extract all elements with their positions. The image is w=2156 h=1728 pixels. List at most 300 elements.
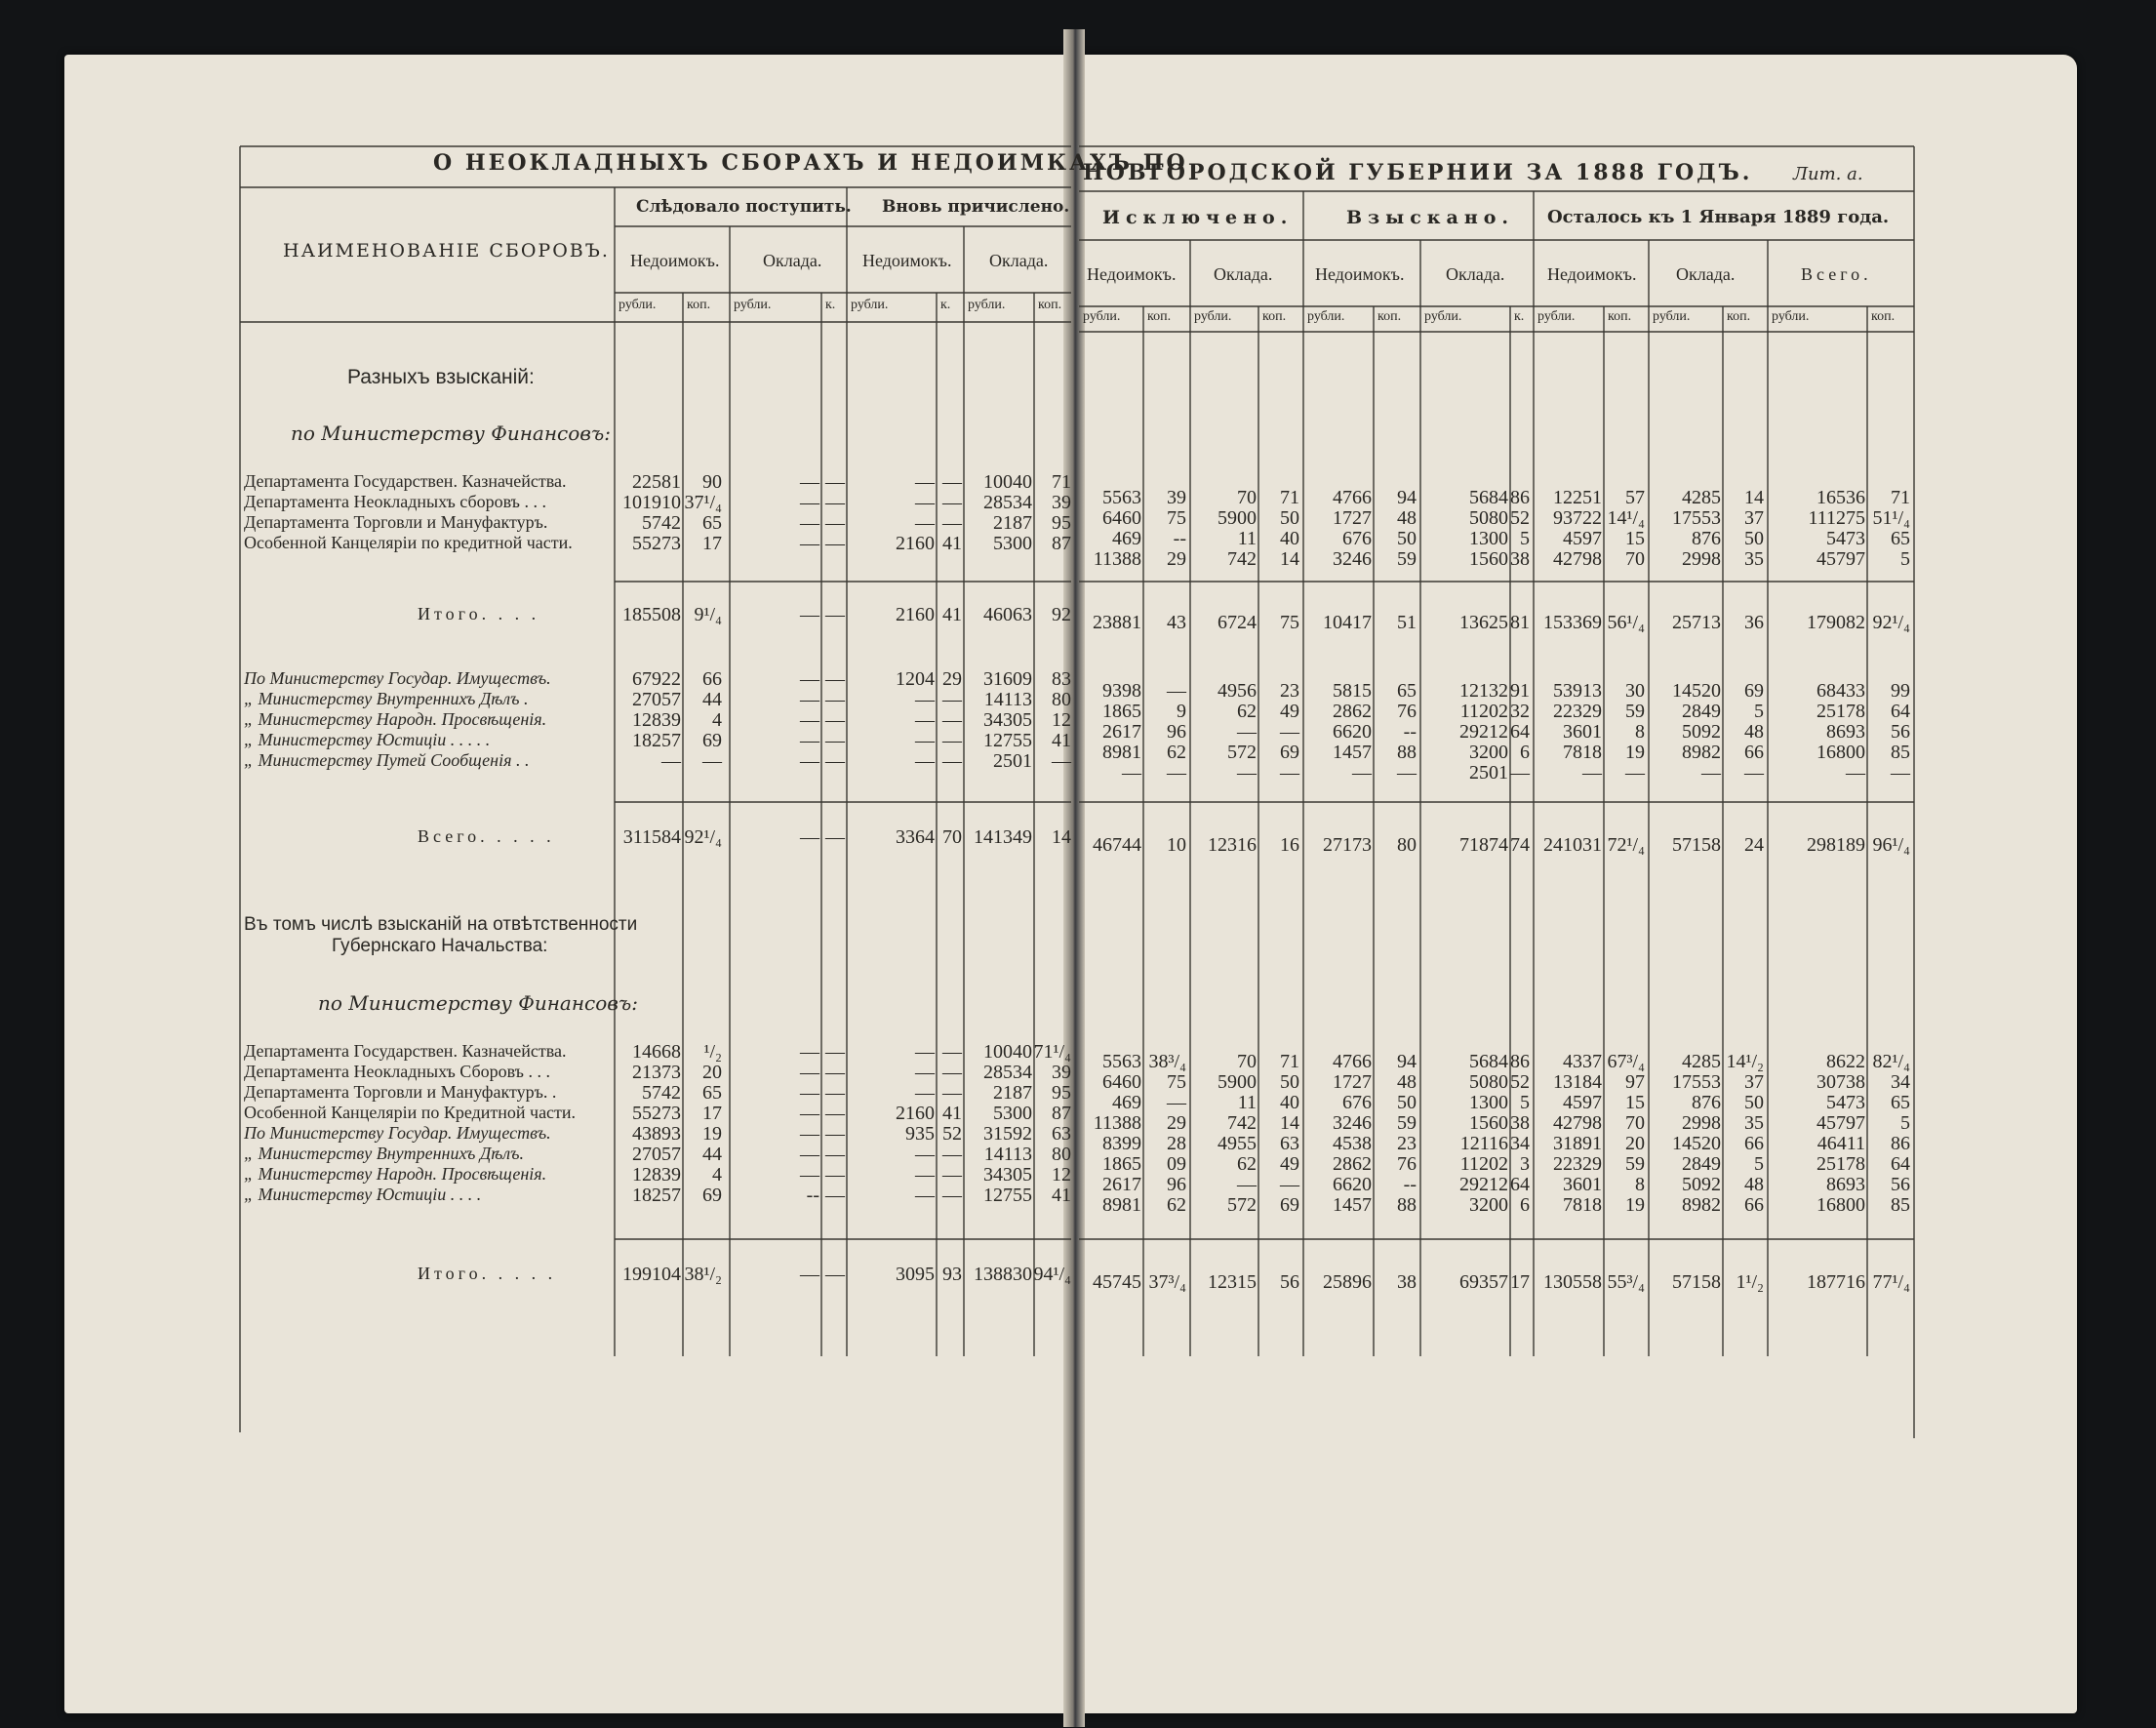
table-cell: — bbox=[942, 512, 962, 534]
table-cell: — bbox=[1744, 762, 1764, 784]
table-cell: — bbox=[1237, 1174, 1257, 1195]
table-cell: 44 bbox=[702, 1144, 722, 1165]
table-cell: 35 bbox=[1744, 1112, 1764, 1134]
table-cell: 18257 bbox=[632, 1185, 681, 1206]
table-cell: — bbox=[825, 730, 845, 751]
total-cell: 77¹/₄ bbox=[1872, 1271, 1910, 1293]
table-cell: 86 bbox=[1510, 487, 1530, 508]
table-cell: 29212 bbox=[1459, 721, 1508, 743]
table-cell: 76 bbox=[1397, 701, 1417, 722]
table-cell: 34305 bbox=[983, 709, 1032, 731]
table-cell: 572 bbox=[1227, 1194, 1257, 1216]
table-cell: — bbox=[825, 512, 845, 534]
table-cell: 71¹/₄ bbox=[1033, 1041, 1071, 1063]
table-cell: — bbox=[825, 689, 845, 710]
table-cell: 75 bbox=[1167, 507, 1186, 529]
total-cell: 179082 bbox=[1807, 612, 1865, 633]
table-cell: 28534 bbox=[983, 492, 1032, 513]
table-cell: 4956 bbox=[1218, 680, 1257, 702]
table-cell: 70 bbox=[1625, 548, 1645, 570]
table-cell: 5900 bbox=[1218, 1071, 1257, 1093]
table-cell: 6 bbox=[1520, 742, 1530, 763]
table-cell: 63 bbox=[1052, 1123, 1071, 1145]
table-cell: 94 bbox=[1397, 487, 1417, 508]
table-cell: 21373 bbox=[632, 1062, 681, 1083]
table-cell: 42798 bbox=[1553, 548, 1602, 570]
table-cell: — bbox=[825, 492, 845, 513]
total-cell: 24 bbox=[1744, 834, 1764, 856]
row-label: Особенной Канцелярiи по Кредитной части. bbox=[244, 1103, 577, 1122]
table-cell: 1865 bbox=[1102, 701, 1141, 722]
table-cell: — bbox=[825, 1041, 845, 1063]
table-cell: 5742 bbox=[642, 1082, 681, 1104]
table-cell: 50 bbox=[1744, 528, 1764, 549]
table-cell: 53913 bbox=[1553, 680, 1602, 702]
table-cell: — bbox=[702, 750, 722, 772]
unit-header-rub: рубли. bbox=[968, 298, 1006, 312]
table-cell: 64 bbox=[1510, 1174, 1530, 1195]
table-cell: 48 bbox=[1744, 1174, 1764, 1195]
table-cell: 8982 bbox=[1682, 1194, 1721, 1216]
table-cell: 7818 bbox=[1563, 1194, 1602, 1216]
table-cell: 69 bbox=[702, 730, 722, 751]
table-cell: — bbox=[915, 492, 935, 513]
table-cell: 38³/₄ bbox=[1148, 1051, 1186, 1072]
unit-header-rub: рубли. bbox=[734, 298, 772, 312]
unit-header-rub: рубли. bbox=[1424, 309, 1462, 324]
table-cell: 2501 bbox=[1469, 762, 1508, 784]
table-cell: 48 bbox=[1397, 1071, 1417, 1093]
table-cell: 28534 bbox=[983, 1062, 1032, 1083]
table-cell: 62 bbox=[1167, 742, 1186, 763]
table-cell: — bbox=[1510, 762, 1530, 784]
table-cell: — bbox=[1167, 680, 1186, 702]
table-cell: 80 bbox=[1052, 689, 1071, 710]
table-cell: 55273 bbox=[632, 1103, 681, 1124]
total-cell: 10 bbox=[1167, 834, 1186, 856]
table-cell: 71 bbox=[1280, 1051, 1299, 1072]
table-cell: 15 bbox=[1625, 528, 1645, 549]
table-cell: 3246 bbox=[1333, 1112, 1372, 1134]
table-cell: 85 bbox=[1891, 742, 1910, 763]
table-cell: 31592 bbox=[983, 1123, 1032, 1145]
unit-header-rub: рубли. bbox=[1307, 309, 1345, 324]
table-cell: — bbox=[800, 1062, 819, 1083]
table-cell: 52 bbox=[1510, 1071, 1530, 1093]
table-cell: 31609 bbox=[983, 668, 1032, 690]
title-right: НОВГОРОДСКОЙ ГУБЕРНИИ ЗА 1888 ГОДЪ. bbox=[1083, 160, 1753, 185]
total-cell: 27173 bbox=[1323, 834, 1372, 856]
unit-header-kop: коп. bbox=[1727, 309, 1751, 324]
total-cell: 138830 bbox=[974, 1264, 1032, 1285]
table-cell: 10040 bbox=[983, 471, 1032, 493]
table-cell: 5080 bbox=[1469, 507, 1508, 529]
unit-header-rub: рубли. bbox=[1653, 309, 1691, 324]
table-cell: — bbox=[825, 1164, 845, 1185]
table-cell: — bbox=[942, 730, 962, 751]
table-cell: — bbox=[825, 668, 845, 690]
table-cell: 2160 bbox=[896, 1103, 935, 1124]
total-cell: 10417 bbox=[1323, 612, 1372, 633]
table-cell: 14668 bbox=[632, 1041, 681, 1063]
unit-header-rub: рубли. bbox=[1537, 309, 1576, 324]
table-cell: 1865 bbox=[1102, 1153, 1141, 1175]
table-cell: 45797 bbox=[1817, 1112, 1865, 1134]
table-cell: 12839 bbox=[632, 709, 681, 731]
table-cell: — bbox=[1352, 762, 1372, 784]
table-cell: — bbox=[825, 533, 845, 554]
table-cell: 11202 bbox=[1459, 701, 1508, 722]
table-cell: — bbox=[825, 1062, 845, 1083]
total-cell: 187716 bbox=[1807, 1271, 1865, 1293]
table-cell: 56 bbox=[1891, 1174, 1910, 1195]
total-cell: 141349 bbox=[974, 826, 1032, 848]
table-cell: 20 bbox=[702, 1062, 722, 1083]
unit-header-kop: коп. bbox=[1377, 309, 1402, 324]
table-cell: 5 bbox=[1754, 1153, 1764, 1175]
table-cell: 70 bbox=[1237, 487, 1257, 508]
table-cell: — bbox=[1280, 762, 1299, 784]
table-cell: 90 bbox=[702, 471, 722, 493]
table-cell: 12755 bbox=[983, 1185, 1032, 1206]
total-cell: 3095 bbox=[896, 1264, 935, 1285]
table-cell: 85 bbox=[1891, 1194, 1910, 1216]
table-cell: 51¹/₄ bbox=[1872, 507, 1910, 529]
table-cell: 12839 bbox=[632, 1164, 681, 1185]
total-cell: 75 bbox=[1280, 612, 1299, 633]
table-cell: 4285 bbox=[1682, 1051, 1721, 1072]
table-cell: 59 bbox=[1625, 1153, 1645, 1175]
table-cell: 1204 bbox=[896, 668, 935, 690]
table-cell: 95 bbox=[1052, 1082, 1071, 1104]
table-cell: 50 bbox=[1397, 528, 1417, 549]
table-cell: 2617 bbox=[1102, 1174, 1141, 1195]
table-cell: — bbox=[942, 689, 962, 710]
table-cell: — bbox=[825, 471, 845, 493]
sub-header: Оклада. bbox=[763, 251, 822, 270]
unit-header-kop: коп. bbox=[1608, 309, 1632, 324]
table-cell: 62 bbox=[1167, 1194, 1186, 1216]
table-cell: — bbox=[800, 1082, 819, 1104]
table-cell: 87 bbox=[1052, 533, 1071, 554]
table-cell: 86 bbox=[1510, 1051, 1530, 1072]
table-cell: — bbox=[1167, 1092, 1186, 1113]
sub-header: Недоимокъ. bbox=[630, 251, 720, 270]
title-left: О НЕОКЛАДНЫХЪ СБОРАХЪ И НЕДОИМКАХЪ ПО bbox=[433, 150, 1188, 176]
sub-header: Недоимокъ. bbox=[862, 251, 952, 270]
total-cell: 43 bbox=[1167, 612, 1186, 633]
total-cell: 16 bbox=[1280, 834, 1299, 856]
total-cell: 38¹/₂ bbox=[684, 1264, 722, 1285]
group-header-sledovalo: Слѣдовало поступить. bbox=[636, 197, 852, 217]
total-cell: 9¹/₄ bbox=[694, 604, 722, 625]
table-cell: 68433 bbox=[1817, 680, 1865, 702]
row-label: „ Министерству Внутреннихъ Дѣлъ . bbox=[244, 689, 529, 708]
total-cell: 298189 bbox=[1807, 834, 1865, 856]
table-cell: 28 bbox=[1167, 1133, 1186, 1154]
table-cell: 18257 bbox=[632, 730, 681, 751]
table-cell: 2849 bbox=[1682, 1153, 1721, 1175]
table-cell: 4538 bbox=[1333, 1133, 1372, 1154]
table-cell: 71 bbox=[1280, 487, 1299, 508]
table-cell: 5473 bbox=[1826, 528, 1865, 549]
table-cell: 5080 bbox=[1469, 1071, 1508, 1093]
table-cell: 88 bbox=[1397, 1194, 1417, 1216]
table-cell: — bbox=[1122, 762, 1141, 784]
table-cell: 1457 bbox=[1333, 742, 1372, 763]
table-cell: — bbox=[915, 512, 935, 534]
table-cell: 30738 bbox=[1817, 1071, 1865, 1093]
table-cell: — bbox=[1582, 762, 1602, 784]
table-cell: 44 bbox=[702, 689, 722, 710]
unit-header-rub: рубли. bbox=[851, 298, 889, 312]
table-cell: 5 bbox=[1520, 528, 1530, 549]
table-cell: 469 bbox=[1112, 528, 1141, 549]
table-cell: 4285 bbox=[1682, 487, 1721, 508]
row-label: Департамента Торговли и Мануфактуръ. . bbox=[244, 1082, 557, 1102]
table-cell: -- bbox=[1403, 721, 1417, 743]
table-cell: — bbox=[1701, 762, 1721, 784]
total-cell: 25713 bbox=[1672, 612, 1721, 633]
table-cell: 2862 bbox=[1333, 1153, 1372, 1175]
table-cell: 86 bbox=[1891, 1133, 1910, 1154]
table-cell: 65 bbox=[702, 1082, 722, 1104]
unit-header-kop: коп. bbox=[1262, 309, 1287, 324]
table-cell: 66 bbox=[1744, 742, 1764, 763]
unit-header-k: к. bbox=[940, 298, 951, 312]
table-cell: 11202 bbox=[1459, 1153, 1508, 1175]
table-cell: 3 bbox=[1520, 1153, 1530, 1175]
table-cell: — bbox=[915, 1041, 935, 1063]
table-cell: 88 bbox=[1397, 742, 1417, 763]
table-cell: — bbox=[800, 471, 819, 493]
table-cell: 83 bbox=[1052, 668, 1071, 690]
table-cell: 16536 bbox=[1817, 487, 1865, 508]
sub-header: Оклада. bbox=[1214, 264, 1273, 284]
table-cell: 38 bbox=[1510, 1112, 1530, 1134]
total-cell: 3364 bbox=[896, 826, 935, 848]
table-cell: 75 bbox=[1167, 1071, 1186, 1093]
table-cell: 50 bbox=[1397, 1092, 1417, 1113]
table-cell: — bbox=[1237, 762, 1257, 784]
row-label: Департамента Торговли и Мануфактуръ. bbox=[244, 512, 548, 532]
table-cell: 99 bbox=[1891, 680, 1910, 702]
table-cell: 742 bbox=[1227, 548, 1257, 570]
table-cell: — bbox=[800, 492, 819, 513]
column-name-header: НАИМЕНОВАНIЕ СБОРОВЪ. bbox=[283, 240, 610, 261]
group-header-ostalos: Осталось къ 1 Января 1889 года. bbox=[1547, 207, 1890, 227]
table-cell: 14¹/₄ bbox=[1607, 507, 1645, 529]
table-cell: — bbox=[942, 1164, 962, 1185]
table-cell: 101910 bbox=[622, 492, 681, 513]
sub-header: Недоимокъ. bbox=[1315, 264, 1405, 284]
table-cell: 4597 bbox=[1563, 1092, 1602, 1113]
total-cell: 23881 bbox=[1093, 612, 1141, 633]
table-cell: 49 bbox=[1280, 701, 1299, 722]
table-cell: — bbox=[800, 689, 819, 710]
table-cell: 876 bbox=[1692, 528, 1721, 549]
total-cell: 241031 bbox=[1543, 834, 1602, 856]
group-header-vzyskano: Взыскано. bbox=[1346, 207, 1515, 228]
table-cell: 1457 bbox=[1333, 1194, 1372, 1216]
table-cell: — bbox=[1625, 762, 1645, 784]
row-label: По Министерству Государ. Имуществъ. bbox=[244, 668, 551, 688]
table-cell: 82¹/₄ bbox=[1872, 1051, 1910, 1072]
table-cell: 17 bbox=[702, 1103, 722, 1124]
total-cell: 38 bbox=[1397, 1271, 1417, 1293]
total-cell: 153369 bbox=[1543, 612, 1602, 633]
table-cell: 11388 bbox=[1093, 1112, 1141, 1134]
total-cell: 199104 bbox=[622, 1264, 681, 1285]
table-cell: — bbox=[915, 750, 935, 772]
sub-header: Оклада. bbox=[989, 251, 1049, 270]
table-cell: 37 bbox=[1744, 507, 1764, 529]
table-cell: 3200 bbox=[1469, 742, 1508, 763]
unit-header-kop: коп. bbox=[687, 298, 711, 312]
table-cell: 12251 bbox=[1553, 487, 1602, 508]
table-cell: 1300 bbox=[1469, 528, 1508, 549]
table-cell: 50 bbox=[1280, 1071, 1299, 1093]
table-cell: 6460 bbox=[1102, 1071, 1141, 1093]
table-cell: -- bbox=[806, 1185, 819, 1206]
table-cell: 29 bbox=[1167, 1112, 1186, 1134]
total-cell: 14 bbox=[1052, 826, 1071, 848]
table-cell: 8 bbox=[1635, 1174, 1645, 1195]
table-cell: 40 bbox=[1280, 528, 1299, 549]
table-cell: 14 bbox=[1280, 1112, 1299, 1134]
total-cell: — bbox=[800, 1264, 819, 1285]
total-cell: 46744 bbox=[1093, 834, 1141, 856]
table-cell: 742 bbox=[1227, 1112, 1257, 1134]
table-cell: ¹/₂ bbox=[703, 1041, 722, 1063]
total-cell: 94¹/₄ bbox=[1033, 1264, 1071, 1285]
table-cell: — bbox=[800, 1041, 819, 1063]
sub-header: Недоимокъ. bbox=[1087, 264, 1177, 284]
table-cell: — bbox=[800, 512, 819, 534]
table-cell: 876 bbox=[1692, 1092, 1721, 1113]
table-cell: 111275 bbox=[1808, 507, 1865, 529]
table-cell: 2998 bbox=[1682, 1112, 1721, 1134]
table-cell: 14113 bbox=[983, 689, 1032, 710]
total-cell: 12316 bbox=[1208, 834, 1257, 856]
table-cell: 572 bbox=[1227, 742, 1257, 763]
table-cell: 45797 bbox=[1817, 548, 1865, 570]
unit-header-rub: рубли. bbox=[1083, 309, 1121, 324]
table-cell: 80 bbox=[1052, 1144, 1071, 1165]
total-cell: 92¹/₄ bbox=[684, 826, 722, 848]
table-cell: -- bbox=[1173, 528, 1186, 549]
row-label: По Министерству Государ. Имуществъ. bbox=[244, 1123, 551, 1143]
table-cell: — bbox=[800, 709, 819, 731]
table-cell: 4337 bbox=[1563, 1051, 1602, 1072]
table-cell: 56 bbox=[1891, 721, 1910, 743]
total-cell: — bbox=[800, 604, 819, 625]
table-cell: 42798 bbox=[1553, 1112, 1602, 1134]
unit-header-kop: коп. bbox=[1038, 298, 1062, 312]
table-cell: 46411 bbox=[1817, 1133, 1865, 1154]
table-cell: 40 bbox=[1280, 1092, 1299, 1113]
table-cell: 676 bbox=[1342, 528, 1372, 549]
table-cell: -- bbox=[1403, 1174, 1417, 1195]
total-cell: 41 bbox=[942, 604, 962, 625]
table-cell: 8981 bbox=[1102, 1194, 1141, 1216]
total-cell: 2160 bbox=[896, 604, 935, 625]
table-cell: 69 bbox=[1280, 742, 1299, 763]
table-cell: 76 bbox=[1397, 1153, 1417, 1175]
table-cell: 48 bbox=[1744, 721, 1764, 743]
table-cell: 65 bbox=[1397, 680, 1417, 702]
total-row-label: Итого. . . . . bbox=[418, 1264, 557, 1283]
table-cell: — bbox=[915, 1062, 935, 1083]
table-cell: 59 bbox=[1397, 548, 1417, 570]
row-label: „ Министерству Народн. Просвѣщенiя. bbox=[244, 709, 547, 729]
table-cell: 5684 bbox=[1469, 487, 1508, 508]
table-cell: — bbox=[942, 492, 962, 513]
table-cell: — bbox=[915, 1144, 935, 1165]
table-cell: 17553 bbox=[1672, 507, 1721, 529]
table-cell: 69 bbox=[1280, 1194, 1299, 1216]
table-cell: — bbox=[800, 730, 819, 751]
total-cell: 92 bbox=[1052, 604, 1071, 625]
table-cell: 41 bbox=[942, 533, 962, 554]
table-cell: 8 bbox=[1635, 721, 1645, 743]
unit-header-rub: рубли. bbox=[1194, 309, 1232, 324]
table-cell: 2617 bbox=[1102, 721, 1141, 743]
table-cell: 6 bbox=[1520, 1194, 1530, 1216]
table-cell: 96 bbox=[1167, 721, 1186, 743]
table-cell: — bbox=[1052, 750, 1071, 772]
section-title-v-tom-chisle-1: Въ томъ числѣ взысканiй на отвѣтственности bbox=[244, 914, 638, 935]
row-label: „ Министерству Путей Сообщенiя . . bbox=[244, 750, 530, 770]
total-cell: 71874 bbox=[1459, 834, 1508, 856]
row-label: Департамента Государствен. Казначейства. bbox=[244, 471, 567, 491]
table-cell: 3601 bbox=[1563, 721, 1602, 743]
table-cell: 12132 bbox=[1459, 680, 1508, 702]
table-cell: 64 bbox=[1510, 721, 1530, 743]
table-cell: 14¹/₂ bbox=[1726, 1051, 1764, 1072]
total-cell: 92¹/₄ bbox=[1872, 612, 1910, 633]
table-cell: — bbox=[942, 1144, 962, 1165]
table-cell: 14 bbox=[1744, 487, 1764, 508]
row-label: „ Министерству Внутреннихъ Дѣлъ. bbox=[244, 1144, 524, 1163]
table-cell: 22329 bbox=[1553, 701, 1602, 722]
table-cell: 55273 bbox=[632, 533, 681, 554]
row-label: Особенной Канцелярiи по кредитной части. bbox=[244, 533, 573, 552]
table-cell: 39 bbox=[1052, 1062, 1071, 1083]
table-cell: 2187 bbox=[993, 512, 1032, 534]
table-cell: 5 bbox=[1900, 1112, 1910, 1134]
table-cell: — bbox=[942, 709, 962, 731]
table-cell: 37¹/₄ bbox=[684, 492, 722, 513]
table-cell: 71 bbox=[1891, 487, 1910, 508]
total-cell: 45745 bbox=[1093, 1271, 1141, 1293]
total-cell: 185508 bbox=[622, 604, 681, 625]
table-cell: 2501 bbox=[993, 750, 1032, 772]
table-cell: — bbox=[942, 750, 962, 772]
table-cell: — bbox=[942, 1041, 962, 1063]
table-cell: 8981 bbox=[1102, 742, 1141, 763]
table-cell: 70 bbox=[1625, 1112, 1645, 1134]
table-cell: 8693 bbox=[1826, 1174, 1865, 1195]
table-cell: — bbox=[915, 1185, 935, 1206]
table-cell: 8982 bbox=[1682, 742, 1721, 763]
table-cell: 52 bbox=[1510, 507, 1530, 529]
table-cell: 12 bbox=[1052, 1164, 1071, 1185]
sub-header: Оклада. bbox=[1446, 264, 1505, 284]
table-cell: 69 bbox=[702, 1185, 722, 1206]
table-cell: — bbox=[825, 1082, 845, 1104]
table-cell: 43893 bbox=[632, 1123, 681, 1145]
